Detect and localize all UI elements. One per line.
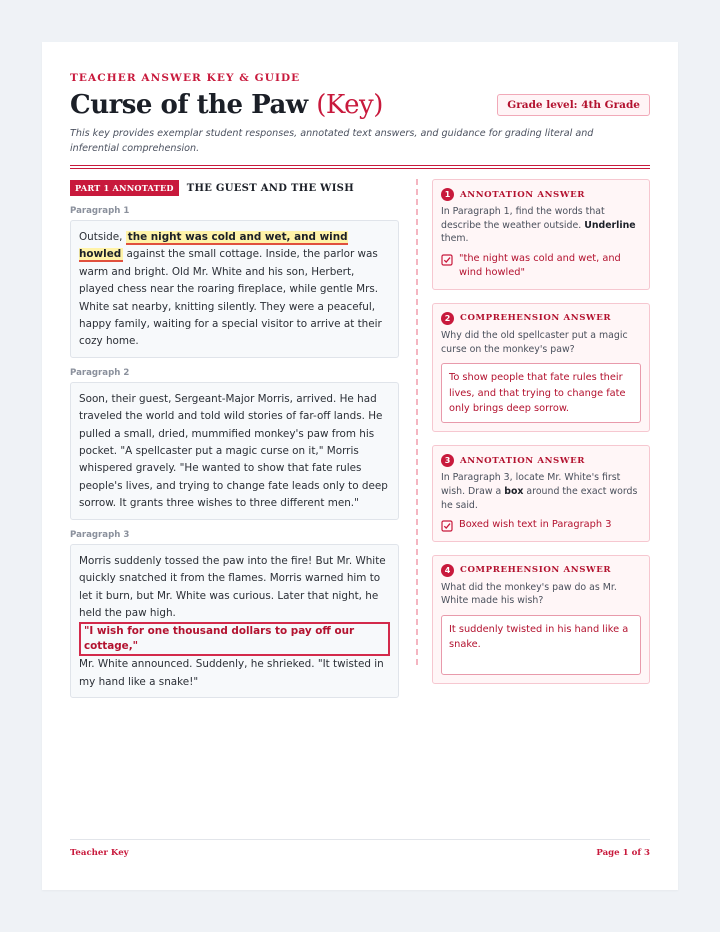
card-2-question: Why did the old spellcaster put a magic curse on the monkey's paw?: [441, 329, 628, 355]
card-3-answer-line: [441, 518, 641, 533]
answer-column: [432, 179, 650, 684]
paragraph-3: [70, 544, 399, 698]
grade-badge: Grade level: 4th Grade: [497, 94, 650, 116]
card-1-q-after: them.: [441, 233, 469, 245]
paragraph-3-before: Morris suddenly tossed the paw into the fire! But Mr. White quickly snatched it from the flames. Morris warned him to let it burn, but Mr. White was curious. Later that night, he held the paw high.: [79, 554, 386, 619]
answer-card-4: [432, 555, 650, 684]
card-4-question: What did the monkey's paw do as Mr. White made his wish?: [441, 581, 617, 607]
card-3-title: ANNOTATION ANSWER: [460, 455, 586, 466]
title-key: (Key): [316, 90, 383, 120]
card-4-head: [441, 564, 641, 577]
card-4-answer: It suddenly twisted in his hand like a snake.: [441, 615, 641, 675]
card-3-q-before: In Paragraph 3, locate Mr. White's first wish. Draw a: [441, 472, 621, 497]
card-2-number: 2: [441, 312, 454, 325]
worksheet-page: [42, 42, 678, 890]
paragraph-3-after: Mr. White announced. Suddenly, he shrieked. "It twisted in my hand like a snake!": [79, 658, 384, 688]
card-1-number: 1: [441, 188, 454, 201]
title-row: [70, 88, 650, 122]
card-3-number: 3: [441, 454, 454, 467]
card-1-head: [441, 188, 641, 201]
page-header: [70, 72, 650, 156]
header-kicker: TEACHER ANSWER KEY & GUIDE: [70, 72, 301, 84]
title-main: Curse of the Paw: [70, 90, 308, 120]
card-3-q-bold: box: [504, 485, 524, 497]
card-1-q-before: In Paragraph 1, find the words that describe the weather outside.: [441, 206, 605, 231]
header-rule: [70, 165, 650, 169]
card-1-question: [441, 205, 641, 246]
paragraph-2-label: Paragraph 2: [70, 367, 130, 378]
card-4-title: COMPREHENSION ANSWER: [460, 565, 612, 576]
checkbox-check-icon: [441, 254, 453, 266]
card-1-q-bold: Underline: [584, 219, 636, 231]
answer-card-1: [432, 179, 650, 290]
card-3-q-after: around the exact words he said.: [441, 485, 638, 511]
card-3-answer: Boxed wish text in Paragraph 3: [459, 519, 612, 531]
passage-column: [70, 180, 399, 698]
paragraph-3-label: Paragraph 3: [70, 529, 130, 540]
card-2-title: COMPREHENSION ANSWER: [460, 313, 612, 324]
underlined-weather-text: the night was cold and wet, and wind howled: [79, 231, 348, 261]
card-4-number: 4: [441, 564, 454, 577]
answer-card-2: [432, 303, 650, 432]
part-heading: [70, 180, 399, 196]
card-3-question: [441, 471, 641, 512]
paragraph-2: Soon, their guest, Sergeant-Major Morris, arrived. He had traveled the world and told wild stories of far-off lands. He pulled a small, dried, mummified monkey's paw from his pocket. "A spellcaster put a magic curse on it," Morris whispered gravely. "He wanted to show that fate rules people's lives, and trying to change fate leads only to deep sorrow. It grants three wishes to three different men.": [70, 382, 399, 520]
page-subtitle: This key provides exemplar student responses, annotated text answers, and guidance for grading literal and inferential comprehension.: [70, 128, 594, 154]
paragraph-1-after: against the small cottage. Inside, the parlor was warm and bright. Old Mr. White and his son, Herbert, played chess near the roaring fireplace, while gentle Mrs. White sat nearby, knitting silently. They were a peaceful, happy family, waiting for a special visitor to arrive at their cozy home.: [79, 248, 382, 348]
card-1-answer: "the night was cold and wet, and wind howled": [459, 252, 621, 279]
card-1-answer-line: [441, 252, 641, 281]
card-2-head: [441, 312, 641, 325]
page-number: Page 1 of 3: [596, 848, 650, 858]
checkbox-check-icon: [441, 520, 453, 532]
paragraph-1: [70, 220, 399, 358]
card-1-title: ANNOTATION ANSWER: [460, 189, 586, 200]
footer-rule: [70, 839, 650, 840]
card-2-answer: To show people that fate rules their lives, and that trying to change fate only brings deep sorrow.: [441, 363, 641, 423]
card-3-head: [441, 454, 641, 467]
part-title: THE GUEST AND THE WISH: [186, 182, 354, 194]
footer-label: Teacher Key: [70, 848, 129, 858]
paragraph-1-label: Paragraph 1: [70, 206, 130, 216]
boxed-wish-text: "I wish for one thousand dollars to pay off our cottage,": [79, 622, 390, 656]
answer-card-3: [432, 445, 650, 541]
paragraph-1-before: Outside,: [79, 231, 126, 243]
part-tag: PART 1 ANNOTATED: [70, 180, 179, 196]
column-divider: [416, 179, 418, 665]
